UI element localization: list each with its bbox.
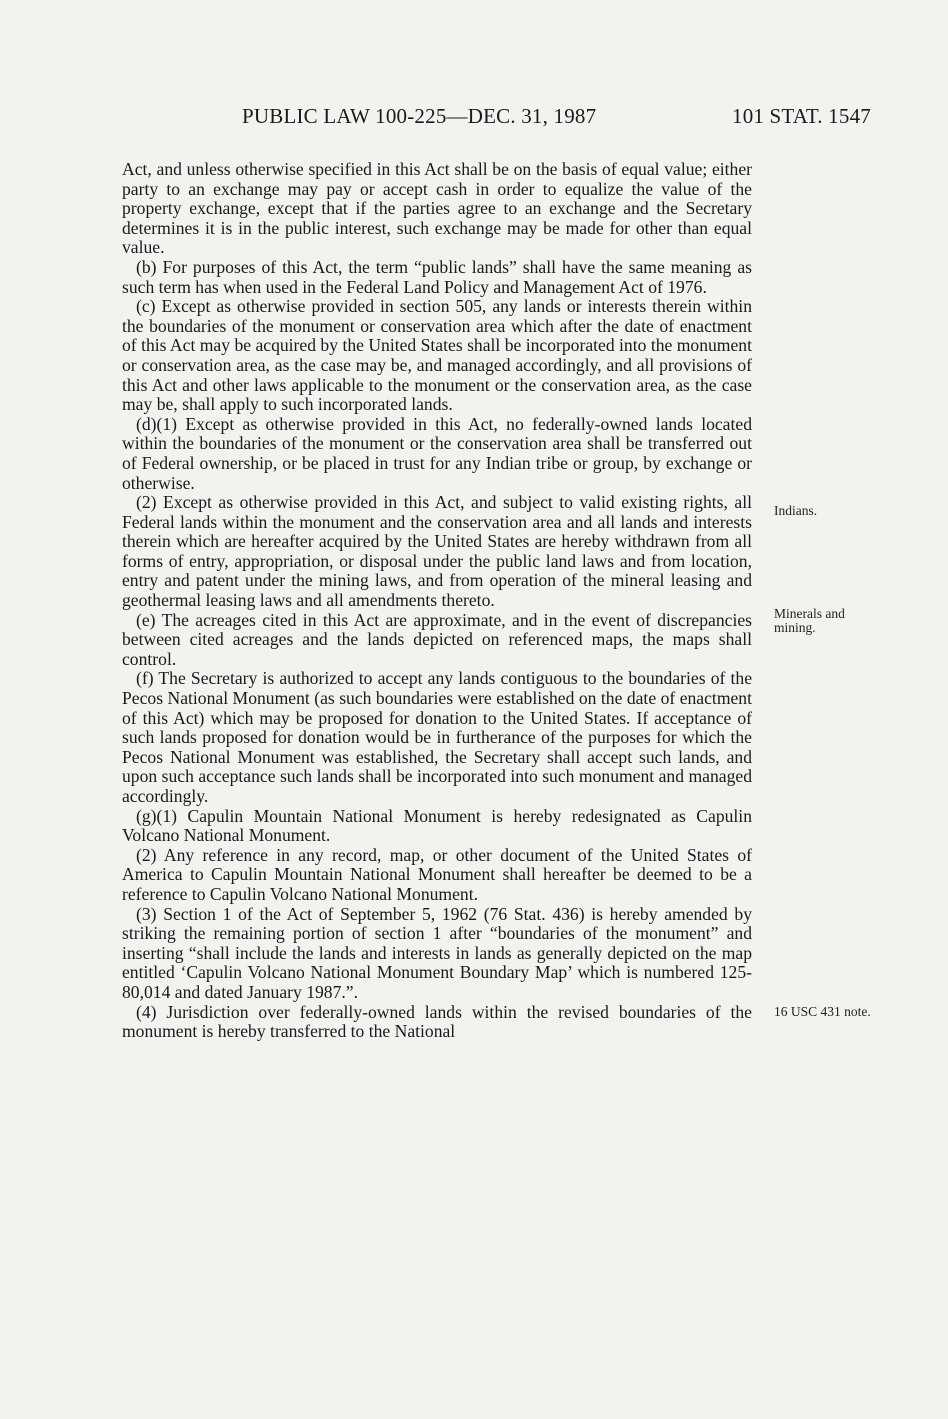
margin-note-usc-citation: 16 USC 431 note. (774, 1004, 871, 1019)
paragraph-c-incorporation: (c) Except as otherwise provided in section 505, any lands or interests therein within the boundaries of the monument or conservation area which after the date of enactment of this Act may be acquired by the United States shall be incorporated into the monument or conservation area, as the case may be, and managed accordingly, and all provisions of this Act and other laws applicable to the monument or the conservation area, as the case may be, shall apply to such incorporated lands. (122, 296, 752, 415)
paragraph-e-acreages: (e) The acreages cited in this Act are approximate, and in the event of discrepancies between cited acreages and the lands depicted on referenced maps, the maps shall control. (122, 609, 752, 669)
paragraph-b-public-lands: (b) For purposes of this Act, the term “public lands” shall have the same meaning as such term has when used in the Federal Land Policy and Management Act of 1976. (122, 256, 752, 297)
paragraph-exchange-value: Act, and unless otherwise specified in this Act shall be on the basis of equal value; either party to an exchange may pay or accept cash in order to equalize the value of the property exchange, except that if the parties agree to an exchange and the Secretary determines it is in the public interest, such exchange may be made for other than equal value. (122, 159, 752, 258)
margin-note-indians: Indians. (774, 503, 818, 518)
running-header (122, 104, 890, 134)
margin-note-minerals: Minerals and mining. (774, 606, 845, 635)
paragraph-g3-amendment: (3) Section 1 of the Act of September 5, 1962 (76 Stat. 436) is hereby amended by striking the remaining portion of section 1 after “boundaries of the monument” and inserting “shall include the lands and interests in lands as generally depicted on the map entitled ‘Capulin Volcano National Monument Boundary Map’ which is numbered 125-80,014 and dated January 1987.”. (122, 903, 752, 1002)
paragraph-f-donation: (f) The Secretary is authorized to accept any lands contiguous to the boundaries of the Pecos National Monument (as such boundaries were established on the date of enactment of this Act) which may be proposed for donation to the United States. If acceptance of such lands proposed for donation would be in furtherance of the purposes for which the Pecos National Monument was established, the Secretary shall accept such lands, and upon such acceptance such lands shall be incorporated into such monument and managed accordingly. (122, 668, 752, 806)
paragraph-g1-redesignation: (g)(1) Capulin Mountain National Monument is hereby redesignated as Capulin Volcano National Monument. (122, 805, 752, 846)
paragraph-g2-references: (2) Any reference in any record, map, or other document of the United States of America to Capulin Mountain National Monument shall hereafter be deemed to be a reference to Capulin Volcano National Monument. (122, 844, 752, 904)
body-text (122, 160, 752, 1042)
paragraph-g4-jurisdiction: (4) Jurisdiction over federally-owned lands within the revised boundaries of the monument is hereby transferred to the National (122, 1001, 752, 1042)
header-page-citation: 101 STAT. 1547 (732, 104, 871, 128)
paragraph-d1-no-transfer: (d)(1) Except as otherwise provided in this Act, no federally-owned lands located within the boundaries of the monument or the conservation area shall be transferred out of Federal ownership, or be placed in trust for any Indian tribe or group, by exchange or otherwise. (122, 413, 752, 493)
header-law-citation: PUBLIC LAW 100-225—DEC. 31, 1987 (242, 104, 597, 128)
paragraph-d2-withdrawal: (2) Except as otherwise provided in this Act, and subject to valid existing rights, all Federal lands within the monument and the conservation area and all lands and interests therein which are hereafter acquired by the United States are hereby withdrawn from all forms of entry, appropriation, or disposal under the public land laws and from location, entry and patent under the mining laws, and from operation of the mineral leasing and geothermal leasing laws and all amendments thereto. (122, 492, 752, 611)
